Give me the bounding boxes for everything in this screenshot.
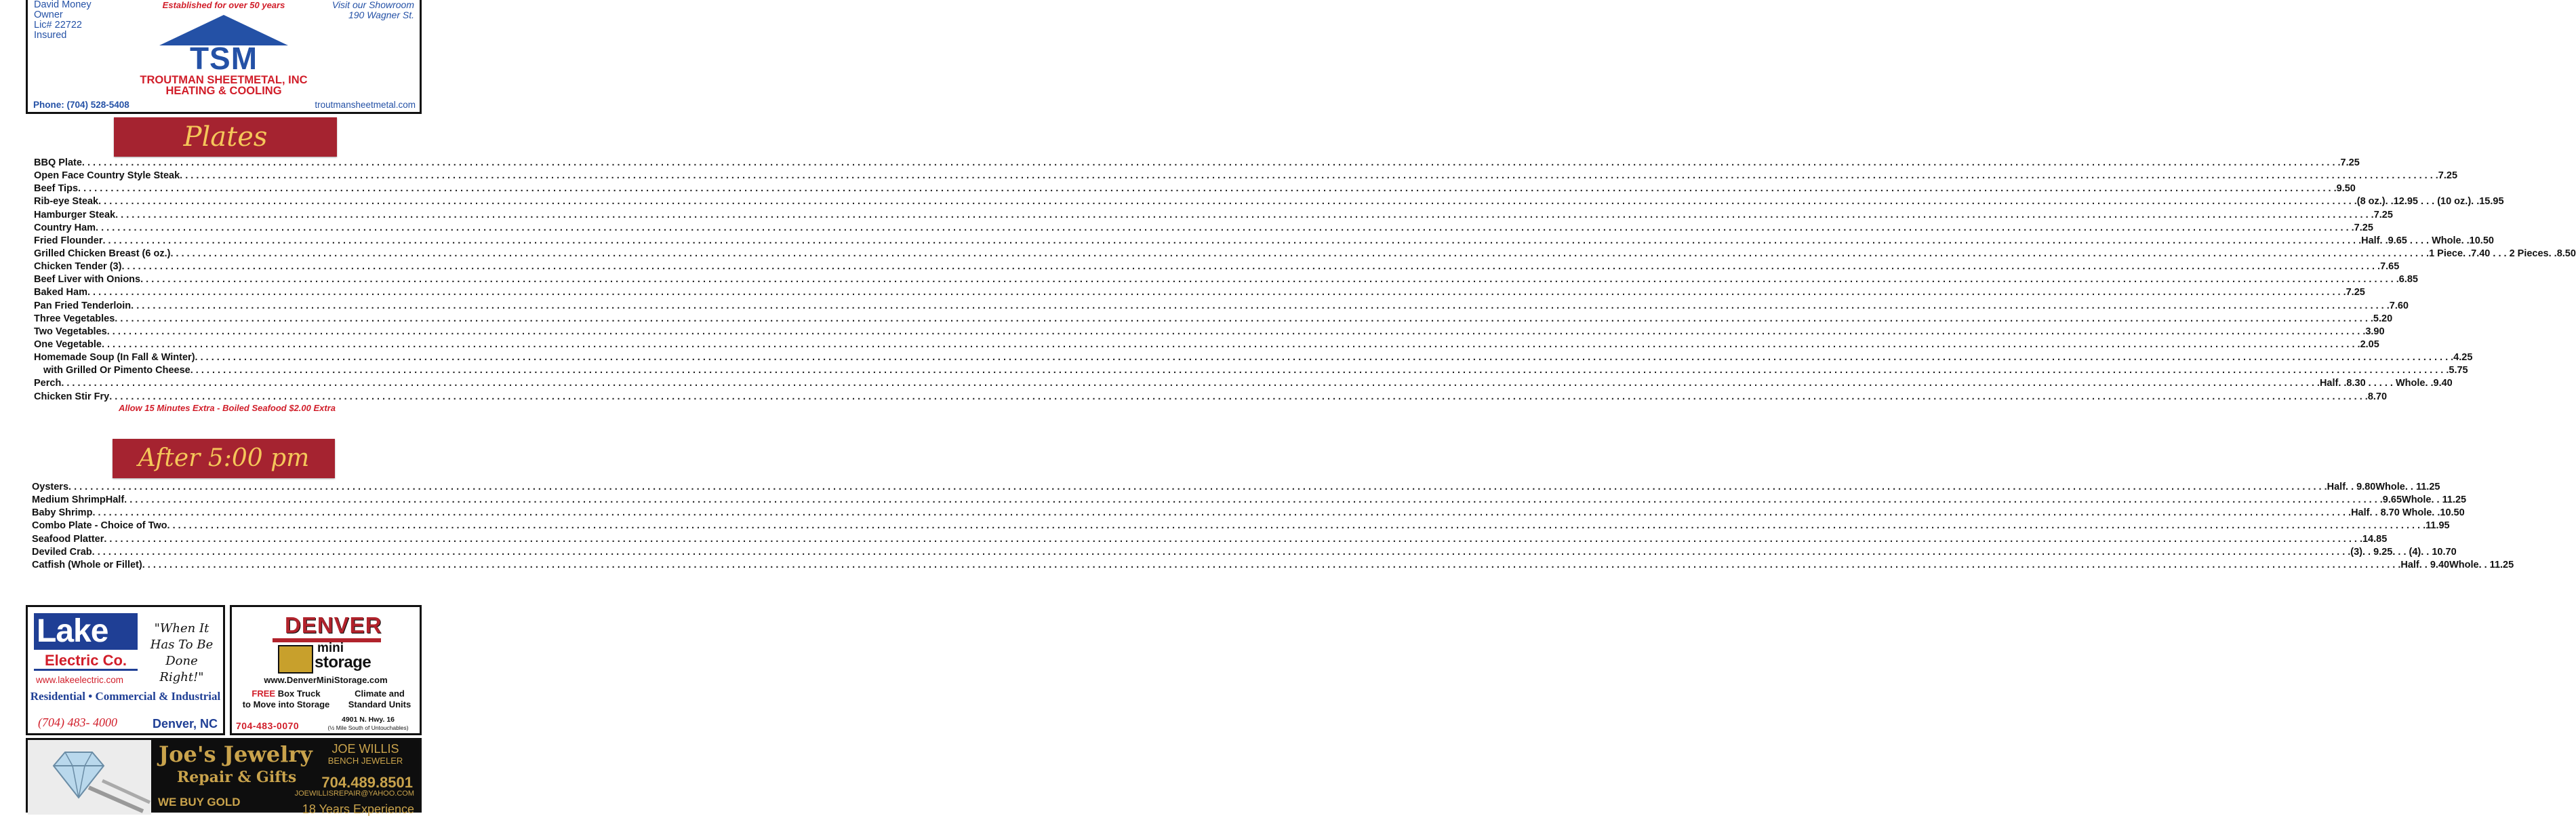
denver-mini-storage-advertisement: [230, 605, 422, 735]
menu-item-name: Three Vegetables: [34, 313, 115, 324]
dot-leader: [103, 235, 2362, 246]
dot-leader: [92, 507, 2351, 518]
tsm-phone[interactable]: Phone: (704) 528-5408: [33, 100, 129, 110]
menu-item-price: 1 Piece. .7.40 . . . 2 Pieces. .8.50: [2429, 248, 2576, 259]
denver-storage: storage: [315, 653, 371, 671]
menu-item-name: Chicken Stir Fry: [34, 391, 110, 402]
menu-item-price: 3.90: [2365, 326, 2385, 337]
dot-leader: [87, 287, 2346, 298]
plates-note: Allow 15 Minutes Extra - Boiled Seafood $2.00 Extra: [118, 403, 336, 413]
dot-leader: [167, 520, 2426, 531]
dot-leader: [82, 157, 2341, 168]
menu-item: [32, 494, 2467, 507]
dot-leader: [115, 210, 2374, 220]
dot-leader: [131, 300, 2390, 311]
free-box-truck: [236, 688, 336, 710]
menu-item-name: Deviled Crab: [32, 546, 92, 558]
showroom-line2: 190 Wagner St.: [348, 9, 414, 20]
menu-item-price: 7.25: [2373, 209, 2393, 220]
dot-leader: [102, 339, 2360, 350]
menu-item: [34, 378, 2453, 391]
dot-leader: [170, 248, 2429, 259]
menu-item-price: 7.25: [2354, 222, 2373, 233]
menu-item-name: Pan Fried Tenderloin: [34, 300, 132, 311]
menu-item-name: Rib-eye Steak: [34, 196, 99, 208]
denver-word: DENVER: [285, 612, 382, 638]
joe-experience: 18 Years Experience: [302, 802, 414, 816]
menu-item: [34, 235, 2494, 248]
dot-leader: [96, 222, 2354, 233]
joe-email[interactable]: JOEWILLISREPAIR@YAHOO.COM: [294, 790, 414, 798]
menu-item-name: Country Ham: [34, 222, 96, 233]
address-note: (½ Mile South of Untouchables): [327, 724, 409, 731]
menu-item-price: 8.70: [2367, 391, 2388, 402]
lake-city: Denver, NC: [152, 717, 218, 731]
company-line2: HEATING & COOLING: [165, 85, 282, 97]
menu-item-name: Medium ShrimpHalf: [32, 494, 125, 506]
menu-item-price: (3). . 9.25. . . (4). . 10.70: [2350, 546, 2457, 558]
menu-item-name: Beef Liver with Onions: [34, 274, 141, 286]
dot-leader: [115, 313, 2373, 324]
dot-leader: [180, 170, 2438, 181]
dot-leader: [142, 560, 2401, 570]
menu-item: [34, 352, 2473, 365]
menu-item: [34, 300, 2409, 313]
menu-item-price: 9.50: [2336, 183, 2356, 195]
company-name: [28, 75, 420, 96]
menu-item: [34, 287, 2365, 300]
plates-menu: [34, 157, 2576, 404]
menu-item-price: 7.25: [2438, 170, 2458, 182]
lake-subtitle: Electric Co.: [34, 653, 138, 671]
after-five-menu: [32, 482, 2514, 572]
dot-leader: [109, 391, 2368, 402]
menu-item-name: Fried Flounder: [34, 235, 103, 246]
dot-leader: [190, 365, 2449, 376]
joes-jewelry-advertisement: [26, 738, 422, 816]
menu-item: [34, 326, 2385, 339]
denver-mini: mini: [317, 641, 344, 655]
free-rest: Box Truck: [277, 688, 321, 699]
insured-label: Insured: [34, 30, 67, 41]
menu-item: [34, 183, 2356, 196]
menu-item-price: 7.60: [2389, 300, 2409, 311]
menu-item-name: Perch: [34, 378, 62, 389]
menu-item-price: 7.65: [2380, 261, 2400, 273]
dot-leader: [92, 547, 2351, 558]
lake-phone[interactable]: (704) 483- 4000: [38, 716, 117, 729]
menu-item-price: Half. . 8.70 Whole. .10.50: [2351, 507, 2465, 519]
dot-leader: [121, 261, 2380, 272]
menu-item: [32, 507, 2465, 520]
lake-services: Residential • Commercial & Industrial: [30, 690, 221, 703]
denver-website[interactable]: www.DenverMiniStorage.com: [264, 675, 388, 685]
menu-item-name: with Grilled Or Pimento Cheese: [43, 365, 190, 376]
address-line: 4901 N. Hwy. 16: [341, 716, 395, 724]
menu-item: [34, 222, 2373, 235]
joes-jewelry-subtitle: Repair & Gifts: [177, 768, 297, 786]
storage-box-icon: [278, 645, 313, 674]
menu-item-price: 7.25: [2346, 287, 2365, 298]
owner-name: David Money: [34, 0, 92, 10]
climate-units: [339, 688, 420, 710]
menu-item-name: Beef Tips: [34, 183, 79, 195]
plates-banner: Plates: [114, 117, 337, 157]
dot-leader: [104, 534, 2362, 545]
tsm-website[interactable]: troutmansheetmetal.com: [315, 100, 416, 110]
lake-electric-advertisement: [26, 605, 225, 735]
menu-item-name: Baby Shrimp: [32, 507, 93, 519]
menu-item-price: Half. . 9.80Whole. . 11.25: [2327, 482, 2440, 492]
menu-item-name: Open Face Country Style Steak: [34, 170, 180, 182]
denver-phone[interactable]: 704-483-0070: [236, 720, 300, 731]
menu-item-name: Two Vegetables: [34, 326, 107, 337]
joe-phone[interactable]: 704.489.8501: [321, 774, 413, 791]
established-tagline: Established for over 50 years: [162, 0, 285, 10]
menu-item-name: BBQ Plate: [34, 157, 82, 168]
menu-item-price: 6.85: [2398, 274, 2418, 286]
menu-item-price: Half. .9.65 . . . . Whole. .10.50: [2361, 235, 2494, 246]
lake-slogan: "When It Has To Be Done Right!": [150, 621, 214, 684]
menu-item: [34, 170, 2458, 183]
menu-item-price: Half. . 9.40Whole. . 11.25: [2400, 559, 2514, 570]
owner-title: Owner: [34, 9, 63, 20]
joes-jewelry-title: Joe's Jewelry: [159, 741, 313, 767]
menu-item: [34, 274, 2418, 287]
showroom-line1: Visit our Showroom: [331, 0, 414, 10]
showroom-info: [332, 0, 414, 20]
menu-item-name: Combo Plate - Choice of Two: [32, 520, 167, 532]
menu-item: [34, 157, 2360, 170]
menu-item: [34, 338, 2379, 352]
climate-line2: Standard Units: [348, 699, 411, 709]
diamond-icon: [28, 740, 151, 815]
menu-item-name: Seafood Platter: [32, 533, 104, 545]
menu-item-name: Hamburger Steak: [34, 209, 116, 220]
menu-item-price: 11.95: [2426, 520, 2450, 532]
menu-item: [32, 559, 2514, 572]
menu-item: [34, 313, 2393, 326]
joe-role: BENCH JEWELER: [327, 756, 403, 766]
menu-item-name: Grilled Chicken Breast (6 oz.): [34, 248, 171, 259]
menu-item-price: 4.25: [2453, 352, 2473, 364]
tsm-logo: TSM: [189, 41, 258, 76]
after-five-banner: After 5:00 pm: [113, 439, 335, 478]
menu-item-price: 9.65Whole. . 11.25: [2382, 494, 2467, 506]
menu-item-name: One Vegetable: [34, 338, 102, 350]
joe-name: JOE WILLIS: [331, 742, 399, 756]
menu-item-price: 2.05: [2360, 338, 2379, 350]
menu-item: [34, 196, 2504, 209]
dot-leader: [98, 196, 2357, 207]
menu-item: [34, 261, 2400, 274]
dot-leader: [68, 482, 2327, 492]
menu-item: [32, 533, 2388, 547]
menu-item: [32, 546, 2457, 560]
lake-website[interactable]: www.lakeelectric.com: [36, 675, 124, 685]
menu-item-price: 5.75: [2449, 365, 2468, 376]
dot-leader: [124, 494, 2383, 505]
we-buy-gold: WE BUY GOLD: [158, 796, 241, 809]
menu-item-price: (8 oz.). .12.95 . . . (10 oz.). .15.95: [2356, 196, 2504, 208]
menu-item-name: Oysters: [32, 482, 69, 492]
company-line1: TROUTMAN SHEETMETAL, INC: [140, 74, 308, 86]
menu-item: [34, 248, 2576, 261]
dot-leader: [107, 326, 2366, 337]
lake-logo: Lake: [34, 613, 138, 650]
menu-item-name: Chicken Tender (3): [34, 261, 122, 273]
free-line2: to Move into Storage: [242, 699, 330, 709]
denver-address: [321, 716, 416, 732]
dot-leader: [78, 183, 2337, 194]
menu-item-name: Baked Ham: [34, 287, 87, 298]
dot-leader: [195, 352, 2454, 363]
climate-line1: Climate and: [355, 688, 405, 699]
menu-item-price: 7.25: [2340, 157, 2360, 168]
menu-item-name: Catfish (Whole or Fillet): [32, 559, 142, 570]
menu-item-price: 5.20: [2373, 313, 2393, 324]
menu-item: [34, 391, 2388, 404]
menu-item-name: Homemade Soup (In Fall & Winter): [34, 352, 195, 364]
jewelry-photo: [28, 740, 151, 815]
menu-item: [32, 482, 2440, 494]
dot-leader: [61, 378, 2320, 389]
dot-leader: [140, 274, 2399, 285]
menu-item: [34, 209, 2393, 222]
menu-item: [32, 520, 2450, 533]
free-label: FREE: [251, 688, 276, 699]
license-number: Lic# 22722: [34, 20, 82, 31]
menu-item: [34, 365, 2468, 378]
menu-item-price: 14.85: [2362, 533, 2388, 545]
tsm-advertisement: [26, 0, 422, 114]
menu-item-price: Half. .8.30 . . . . . Whole. .9.40: [2319, 378, 2453, 389]
